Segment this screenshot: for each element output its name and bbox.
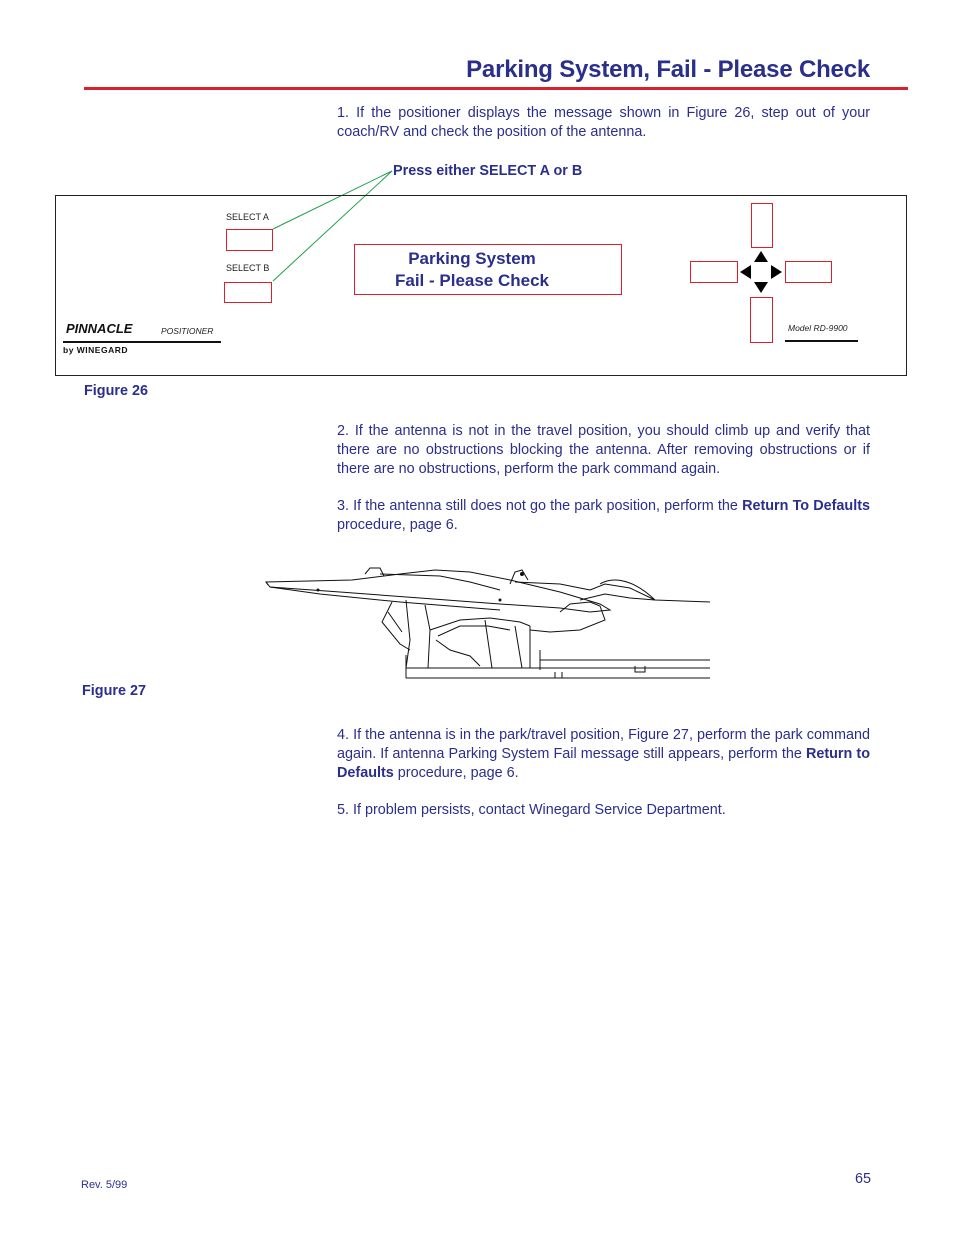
- revision-note: Rev. 5/99: [81, 1179, 128, 1191]
- callout-label: Press either SELECT A or B: [393, 163, 583, 179]
- step-5: 5. If problem persists, contact Winegard Service Department.: [337, 802, 726, 818]
- step-4: 4. If the antenna is in the park/travel position, Figure 27, perform the park command again. If antenna Parking System Fail message still appears, perform the Return to Defaults procedure, page 6.: [337, 727, 870, 781]
- select-b-button[interactable]: [224, 282, 272, 303]
- page-title: Parking System, Fail - Please Check: [466, 56, 870, 83]
- brand-rule: [63, 341, 221, 343]
- brand-subtitle: POSITIONER: [161, 326, 214, 336]
- up-button[interactable]: [751, 203, 773, 248]
- select-a-label: SELECT A: [226, 212, 269, 222]
- step-2: 2. If the antenna is not in the travel position, you should climb up and verify that there are no obstructions blocking the antenna. After removing obstructions or if there are no obstructions, perform the park command again.: [337, 423, 870, 477]
- select-b-label: SELECT B: [226, 263, 270, 273]
- page-number: 65: [855, 1171, 872, 1187]
- brand-by: by WINEGARD: [63, 345, 128, 355]
- display-line-1: Parking System: [408, 249, 536, 268]
- direction-arrows-icon: [739, 250, 783, 294]
- figure-26-label: Figure 26: [84, 383, 148, 399]
- left-button[interactable]: [690, 261, 738, 283]
- model-rule: [785, 340, 858, 342]
- brand-logo: PINNACLE: [66, 321, 133, 336]
- right-button[interactable]: [785, 261, 832, 283]
- model-number: Model RD-9900: [788, 323, 848, 333]
- antenna-drawing: [260, 560, 715, 685]
- select-a-button[interactable]: [226, 229, 273, 251]
- display-line-2: Fail - Please Check: [394, 271, 550, 290]
- figure-27-label: Figure 27: [82, 683, 146, 699]
- step-1: 1. If the positioner displays the message shown in Figure 26, step out of your coach/RV and check the position of the antenna.: [337, 105, 870, 140]
- down-button[interactable]: [750, 297, 773, 343]
- step-3: 3. If the antenna still does not go the park position, perform the Return To Defaults procedure, page 6.: [337, 498, 871, 533]
